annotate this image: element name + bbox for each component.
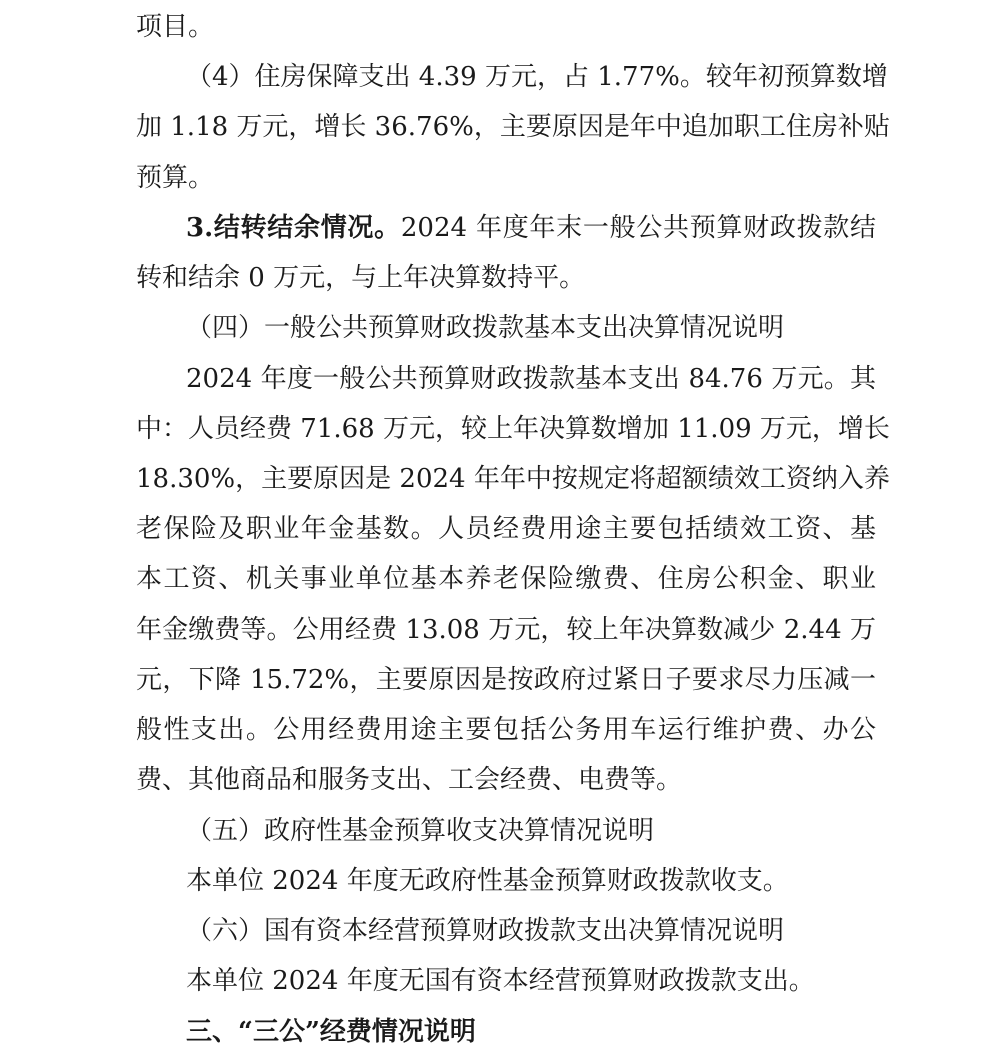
text-line: 中：人员经费 71.68 万元，较上年决算数增加 11.09 万元，增长 bbox=[136, 414, 890, 444]
text-line: 本工资、机关事业单位基本养老保险缴费、住房公积金、职业 bbox=[136, 564, 876, 594]
text-line: （4）住房保障支出 4.39 万元，占 1.77%。较年初预算数增 bbox=[186, 62, 888, 92]
text-line: 老保险及职业年金基数。人员经费用途主要包括绩效工资、基 bbox=[136, 514, 876, 544]
text-line: 本单位 2024 年度无国有资本经营预算财政拨款支出。 bbox=[186, 966, 815, 996]
text-line: 项目。 bbox=[136, 12, 215, 42]
text-line: 本单位 2024 年度无政府性基金预算财政拨款收支。 bbox=[186, 866, 789, 896]
text-line: 元，下降 15.72%，主要原因是按政府过紧日子要求尽力压减一 bbox=[136, 665, 876, 695]
text-line: 年金缴费等。公用经费 13.08 万元，较上年决算数减少 2.44 万 bbox=[136, 615, 876, 645]
section-heading: （四）一般公共预算财政拨款基本支出决算情况说明 bbox=[186, 313, 785, 343]
chapter-heading: 三、“三公”经费情况说明 bbox=[186, 1017, 476, 1047]
section-heading: （五）政府性基金预算收支决算情况说明 bbox=[186, 816, 655, 846]
text-line: 2024 年度一般公共预算财政拨款基本支出 84.76 万元。其 bbox=[186, 364, 876, 394]
section-heading: （六）国有资本经营预算财政拨款支出决算情况说明 bbox=[186, 916, 785, 946]
carryover-paragraph-line bbox=[186, 211, 876, 245]
carryover-text: 2024 年度年末一般公共预算财政拨款结 bbox=[400, 213, 876, 243]
text-line: 般性支出。公用经费用途主要包括公务用车运行维护费、办公 bbox=[136, 715, 876, 745]
carryover-heading: 3.结转结余情况。 bbox=[186, 213, 401, 243]
text-line: 18.30%，主要原因是 2024 年年中按规定将超额绩效工资纳入养 bbox=[136, 464, 890, 494]
text-line: 加 1.18 万元，增长 36.76%，主要原因是年中追加职工住房补贴 bbox=[136, 112, 890, 142]
text-line: 预算。 bbox=[136, 163, 215, 193]
text-line: 费、其他商品和服务支出、工会经费、电费等。 bbox=[136, 765, 683, 795]
text-line: 转和结余 0 万元，与上年决算数持平。 bbox=[136, 263, 586, 293]
